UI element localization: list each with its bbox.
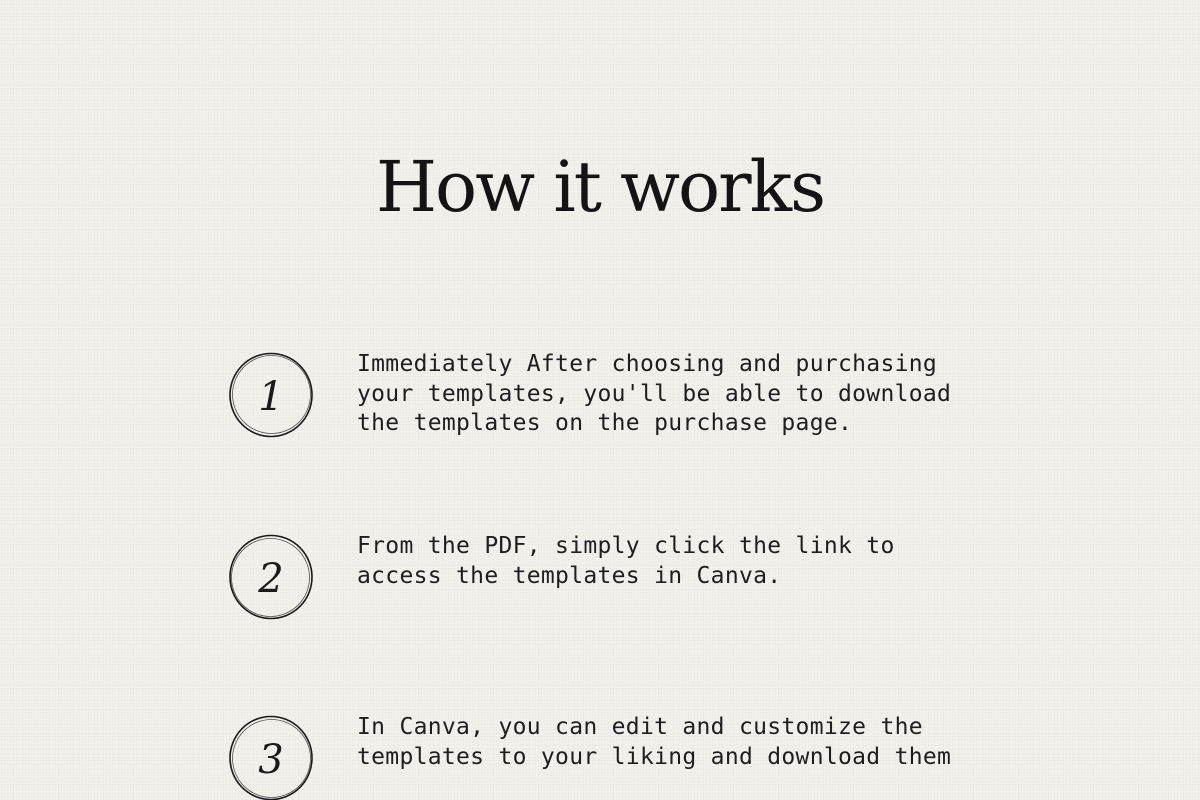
- step-2-number: 2: [258, 556, 284, 602]
- step-1-text: Immediately After choosing and purchasing your templates, you'll be able to download the templates on the purchase page.: [357, 351, 952, 436]
- step-3-number-badge: [226, 713, 316, 800]
- circle-icon: [226, 350, 316, 440]
- step-1-number: 1: [258, 374, 284, 420]
- step-2-text: From the PDF, simply click the link to access the templates in Canva.: [357, 533, 895, 589]
- step-3-text: In Canva, you can edit and customize the templates to your liking and download them: [357, 714, 952, 770]
- circle-icon: [226, 713, 316, 800]
- page-title: How it works: [376, 146, 824, 228]
- step-2-number-badge: [226, 532, 316, 622]
- step-1-number-badge: [226, 350, 316, 440]
- step-3-number: 3: [258, 737, 284, 783]
- circle-icon: [226, 532, 316, 622]
